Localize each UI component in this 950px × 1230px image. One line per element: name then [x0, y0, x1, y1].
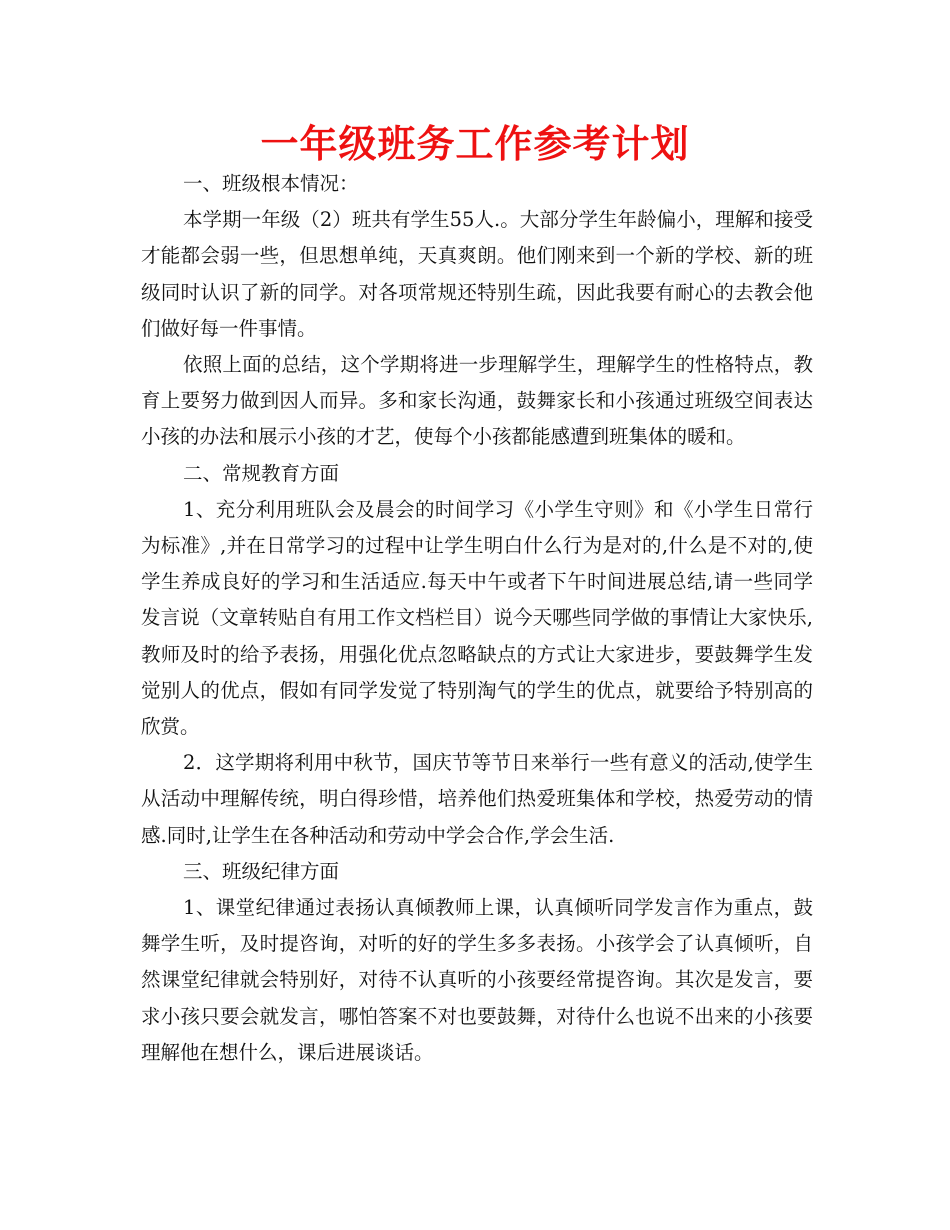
paragraph-semester-approach: 依照上面的总结，这个学期将进一步理解学生，理解学生的性格特点，教育上要努力做到因人而异。多和家长沟通，鼓舞家长和小孩通过班级空间表达小孩的办法和展示小孩的才艺，使每个小孩都能感遭到班集体的暖和。: [141, 353, 813, 449]
paragraph-routine-item-1: 1、充分利用班队会及晨会的时间学习《小学生守则》和《小学生日常行为标准》,并在日常学习的过程中让学生明白什么行为是对的,什么是不对的,使学生养成良好的学习和生活适应.每天中午或者下午时间进展总结,请一些同学发言说（文章转贴自有用工作文档栏目）说今天哪些同学做的事情让大家快乐,教师及时的给予表扬，用强化优点忽略缺点的方式让大家进步，要鼓舞学生发觉别人的优点，假如有同学发觉了特别淘气的学生的优点，就要给予特别高的欣赏。: [141, 497, 813, 739]
paragraph-discipline-item-1: 1、课堂纪律通过表扬认真倾教师上课，认真倾听同学发言作为重点，鼓舞学生听，及时提咨询，对听的好的学生多多表扬。小孩学会了认真倾听，自然课堂纪律就会特别好，对待不认真听的小孩要经常提咨询。其次是发言，要求小孩只要会就发言，哪怕答案不对也要鼓舞，对待什么也说不出来的小孩要理解他在想什么，课后进展谈话。: [141, 896, 813, 1064]
section-heading-class-discipline: 三、班级纪律方面: [183, 859, 340, 883]
section-heading-class-situation: 一、班级根本情况：: [183, 172, 359, 195]
section-heading-routine-education: 二、常规教育方面: [183, 461, 340, 485]
paragraph-routine-item-2: 2．这学期将利用中秋节，国庆节等节日来举行一些有意义的活动,使学生从活动中理解传统，明白得珍惜，培养他们热爱班集体和学校，热爱劳动的情感.同时,让学生在各种活动和劳动中学会合作,学会生活.: [141, 751, 813, 847]
paragraph-class-overview: 本学期一年级（2）班共有学生55人.。大部分学生年龄偏小，理解和接受才能都会弱一些，但思想单纯，天真爽朗。他们刚来到一个新的学校、新的班级同时认识了新的同学。对各项常规还特别生疏，因此我要有耐心的去教会他们做好每一件事情。: [141, 208, 813, 340]
document-body: [141, 166, 813, 1071]
document-title: 一年级班务工作参考计划: [260, 122, 690, 166]
